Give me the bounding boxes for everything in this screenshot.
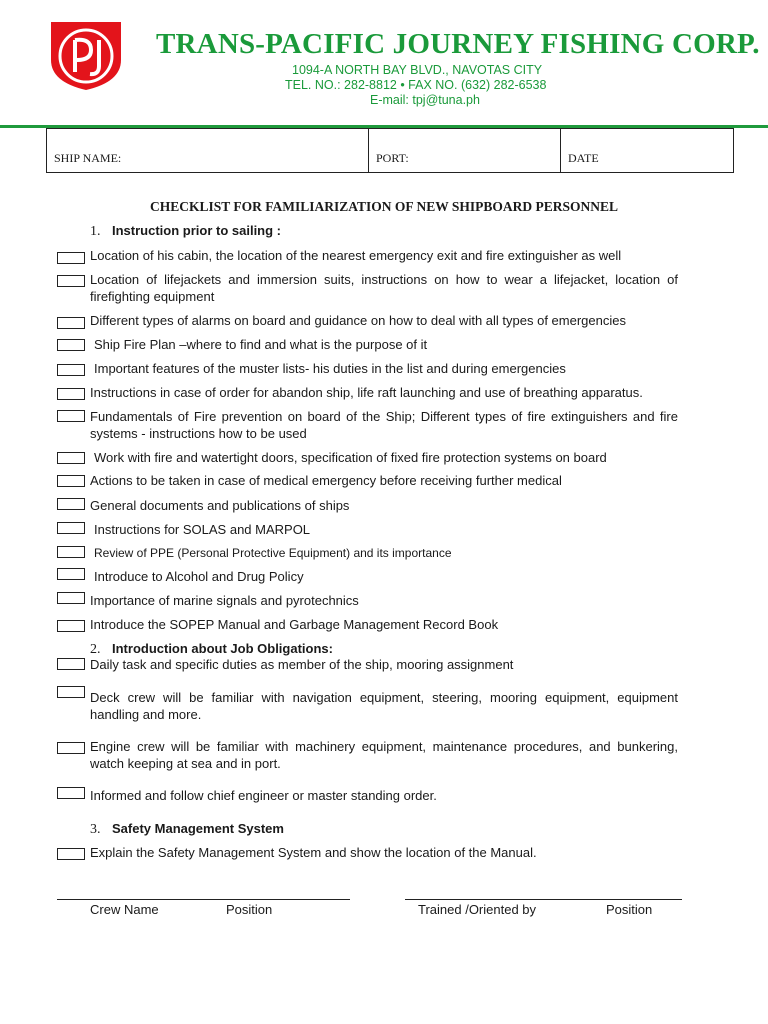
trainer-label: Trained /Oriented by [418, 902, 537, 917]
section-number: 3. [90, 822, 101, 837]
trainer-signature-line[interactable] [405, 899, 682, 900]
checklist-item: Review of PPE (Personal Protective Equipment) and its importance [94, 546, 452, 560]
checkbox[interactable] [57, 475, 85, 487]
checkbox[interactable] [57, 546, 85, 558]
checklist-item: Location of his cabin, the location of the nearest emergency exit and fire extinguisher as well [90, 248, 622, 263]
checkbox[interactable] [57, 252, 85, 264]
checklist-item: Informed and follow chief engineer or master standing order. [90, 788, 437, 803]
checkbox[interactable] [57, 275, 85, 287]
checkbox[interactable] [57, 410, 85, 422]
company-email: E-mail: tpj@tuna.ph [370, 93, 480, 107]
checklist-item: Engine crew will be familiar with machinery equipment, maintenance procedures, and bunkering, watch keeping at sea and in port. [90, 739, 678, 771]
checklist-item: Deck crew will be familiar with navigation equipment, steering, mooring equipment, equipment handling and more. [90, 690, 678, 722]
checkbox[interactable] [57, 787, 85, 799]
section-heading [90, 821, 284, 838]
checklist-item: Fundamentals of Fire prevention on board of the Ship; Different types of fire extinguishers and fire systems - instructions how to be used [90, 409, 678, 441]
checklist-item: Daily task and specific duties as member of the ship, mooring assignment [90, 657, 514, 672]
checkbox[interactable] [57, 658, 85, 670]
crew-name-label: Crew Name [90, 902, 159, 917]
section-label: Safety Management System [112, 821, 284, 836]
checkbox[interactable] [57, 848, 85, 860]
checkbox[interactable] [57, 388, 85, 400]
checklist-item: Introduce the SOPEP Manual and Garbage Management Record Book [90, 617, 499, 632]
company-name: TRANS-PACIFIC JOURNEY FISHING CORP. [156, 28, 760, 60]
checkbox[interactable] [57, 568, 85, 580]
checkbox[interactable] [57, 522, 85, 534]
port-field[interactable]: PORT: [369, 129, 561, 172]
ship-info-table [46, 128, 734, 173]
checkbox[interactable] [57, 364, 85, 376]
checklist-item: Instructions for SOLAS and MARPOL [94, 522, 311, 537]
date-field[interactable]: DATE [568, 151, 599, 165]
checklist-item: Work with fire and watertight doors, specification of fixed fire protection systems on board [94, 450, 607, 465]
trainer-position-label: Position [606, 902, 653, 917]
checkbox[interactable] [57, 686, 85, 698]
checklist-item: Introduce to Alcohol and Drug Policy [94, 569, 304, 584]
company-address: 1094-A NORTH BAY BLVD., NAVOTAS CITY [292, 63, 543, 77]
checklist-item: General documents and publications of ships [90, 498, 350, 513]
section-number: 1. [90, 224, 101, 239]
checklist-item: Explain the Safety Management System and show the location of the Manual. [90, 845, 537, 860]
checkbox[interactable] [57, 317, 85, 329]
checkbox[interactable] [57, 620, 85, 632]
checklist-item: Important features of the muster lists- his duties in the list and during emergencies [94, 361, 566, 376]
section-heading [90, 223, 281, 240]
checklist-item: Importance of marine signals and pyrotechnics [90, 593, 359, 608]
checklist-item: Different types of alarms on board and guidance on how to deal with all types of emergencies [90, 313, 626, 328]
company-logo [45, 20, 127, 92]
section-heading [90, 641, 333, 658]
checkbox[interactable] [57, 498, 85, 510]
crew-position-label: Position [226, 902, 273, 917]
ship-name-field[interactable]: SHIP NAME: [47, 129, 369, 172]
checklist-item: Ship Fire Plan –where to find and what is the purpose of it [94, 337, 428, 352]
crew-signature-line[interactable] [57, 899, 350, 900]
checklist-item: Actions to be taken in case of medical emergency before receiving further medical [90, 473, 562, 488]
page-title: CHECKLIST FOR FAMILIARIZATION OF NEW SHIPBOARD PERSONNEL [149, 199, 619, 214]
section-label: Instruction prior to sailing : [112, 223, 281, 238]
checklist-item: Location of lifejackets and immersion suits, instructions on how to wear a lifejacket, location of firefighting equipment [90, 272, 678, 304]
checklist-item: Instructions in case of order for abandon ship, life raft launching and use of breathing apparatus. [90, 385, 643, 400]
checkbox[interactable] [57, 339, 85, 351]
checkbox[interactable] [57, 592, 85, 604]
section-label: Introduction about Job Obligations: [112, 641, 333, 656]
checkbox[interactable] [57, 452, 85, 464]
checkbox[interactable] [57, 742, 85, 754]
section-number: 2. [90, 642, 101, 657]
company-phone: TEL. NO.: 282-8812 • FAX NO. (632) 282-6538 [285, 78, 547, 92]
